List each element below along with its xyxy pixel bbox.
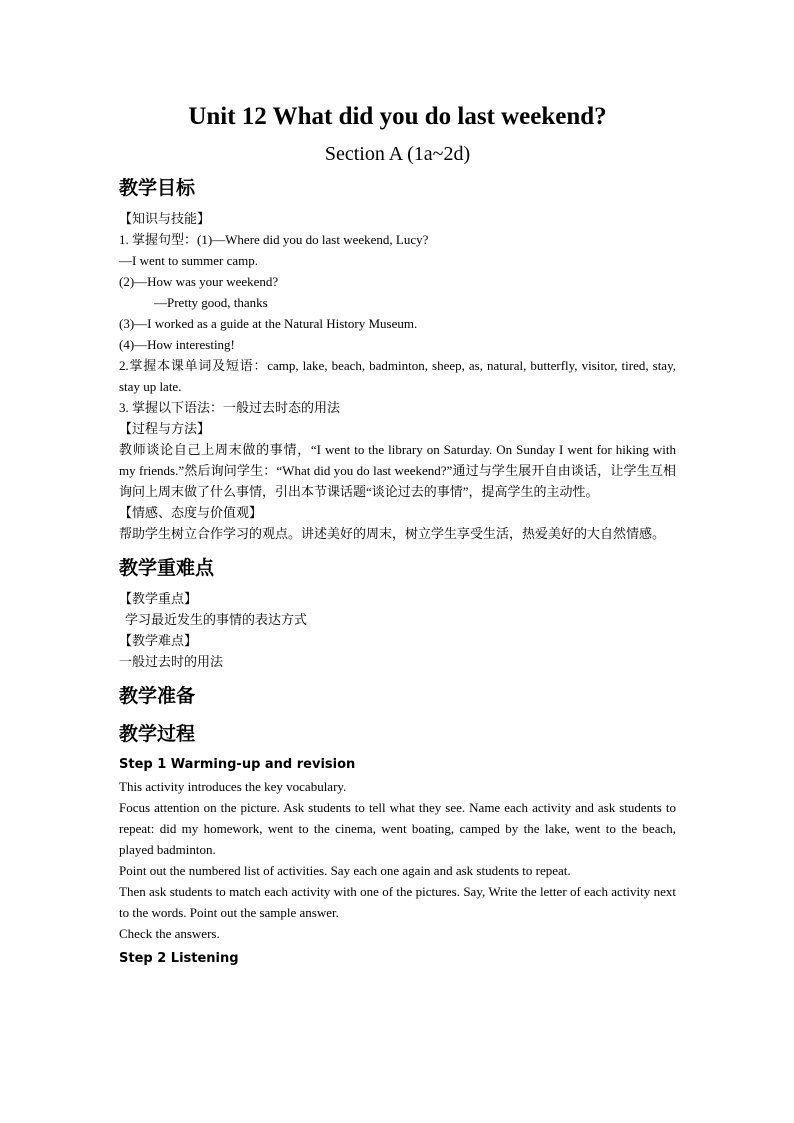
document-title: Unit 12 What did you do last weekend? [188, 103, 607, 130]
focus-text: 学习最近发生的事情的表达方式 [125, 612, 308, 627]
section-heading-procedure: 教学过程 [119, 723, 196, 745]
objective-line: 2.掌握本课单词及短语：camp, lake, beach, badminton, sheep, as, natural, butterfly, visitor, tired, stay, stay up late. [119, 358, 676, 394]
objective-line: (3)—I worked as a guide at the Natural History Museum. [119, 316, 418, 331]
difficulty-label: 【教学难点】 [119, 633, 198, 648]
objective-line: 1. 掌握句型：(1)—Where did you do last weekend, Lucy? [119, 232, 429, 247]
emotion-text: 帮助学生树立合作学习的观点。讲述美好的周末，树立学生享受生活，热爱美好的大自然情感。 [119, 526, 666, 541]
document-subtitle: Section A (1a~2d) [324, 143, 471, 165]
step1-line: Then ask students to match each activity with one of the pictures. Say, Write the letter of each activity next to the words. Point out the sample answer. [119, 884, 676, 920]
objective-line: —I went to summer camp. [119, 253, 258, 268]
process-text: 教师谈论自己上周末做的事情，“I went to the library on Saturday. On Sunday I went for hiking with my friends.”然后询问学生：“What did you do last weekend?”通过与学生展开自由谈话，让学生互相询问上周末做了什么事情，引出本节课话题“谈论过去的事情”，提高学生的主动性。 [119, 442, 676, 499]
knowledge-label: 【知识与技能】 [119, 211, 211, 226]
emotion-label: 【情感、态度与价值观】 [119, 505, 263, 520]
section-heading-key-points: 教学重难点 [119, 557, 215, 579]
difficulty-text: 一般过去时的用法 [119, 654, 224, 669]
step1-title: Step 1 Warming-up and revision [119, 757, 356, 772]
objective-line: (2)—How was your weekend? [119, 274, 279, 289]
document-body [119, 100, 676, 970]
process-label: 【过程与方法】 [119, 421, 211, 436]
step1-line: Focus attention on the picture. Ask students to tell what they see. Name each activity and ask students to repeat: did my homework, went to the cinema, went boating, camped by the lake, went to the beach, played badminton. [119, 800, 676, 857]
objective-line: —Pretty good, thanks [154, 295, 268, 310]
focus-label: 【教学重点】 [119, 591, 198, 606]
section-heading-preparation: 教学准备 [119, 685, 196, 707]
step1-line: Point out the numbered list of activities. Say each one again and ask students to repeat. [119, 863, 571, 878]
step1-line: Check the answers. [119, 926, 220, 941]
step1-line: This activity introduces the key vocabulary. [119, 779, 347, 794]
objective-line: (4)—How interesting! [119, 337, 235, 352]
objective-line: 3. 掌握以下语法：一般过去时态的用法 [119, 400, 341, 415]
section-heading-objectives: 教学目标 [119, 177, 196, 199]
step2-title: Step 2 Listening [119, 951, 239, 966]
